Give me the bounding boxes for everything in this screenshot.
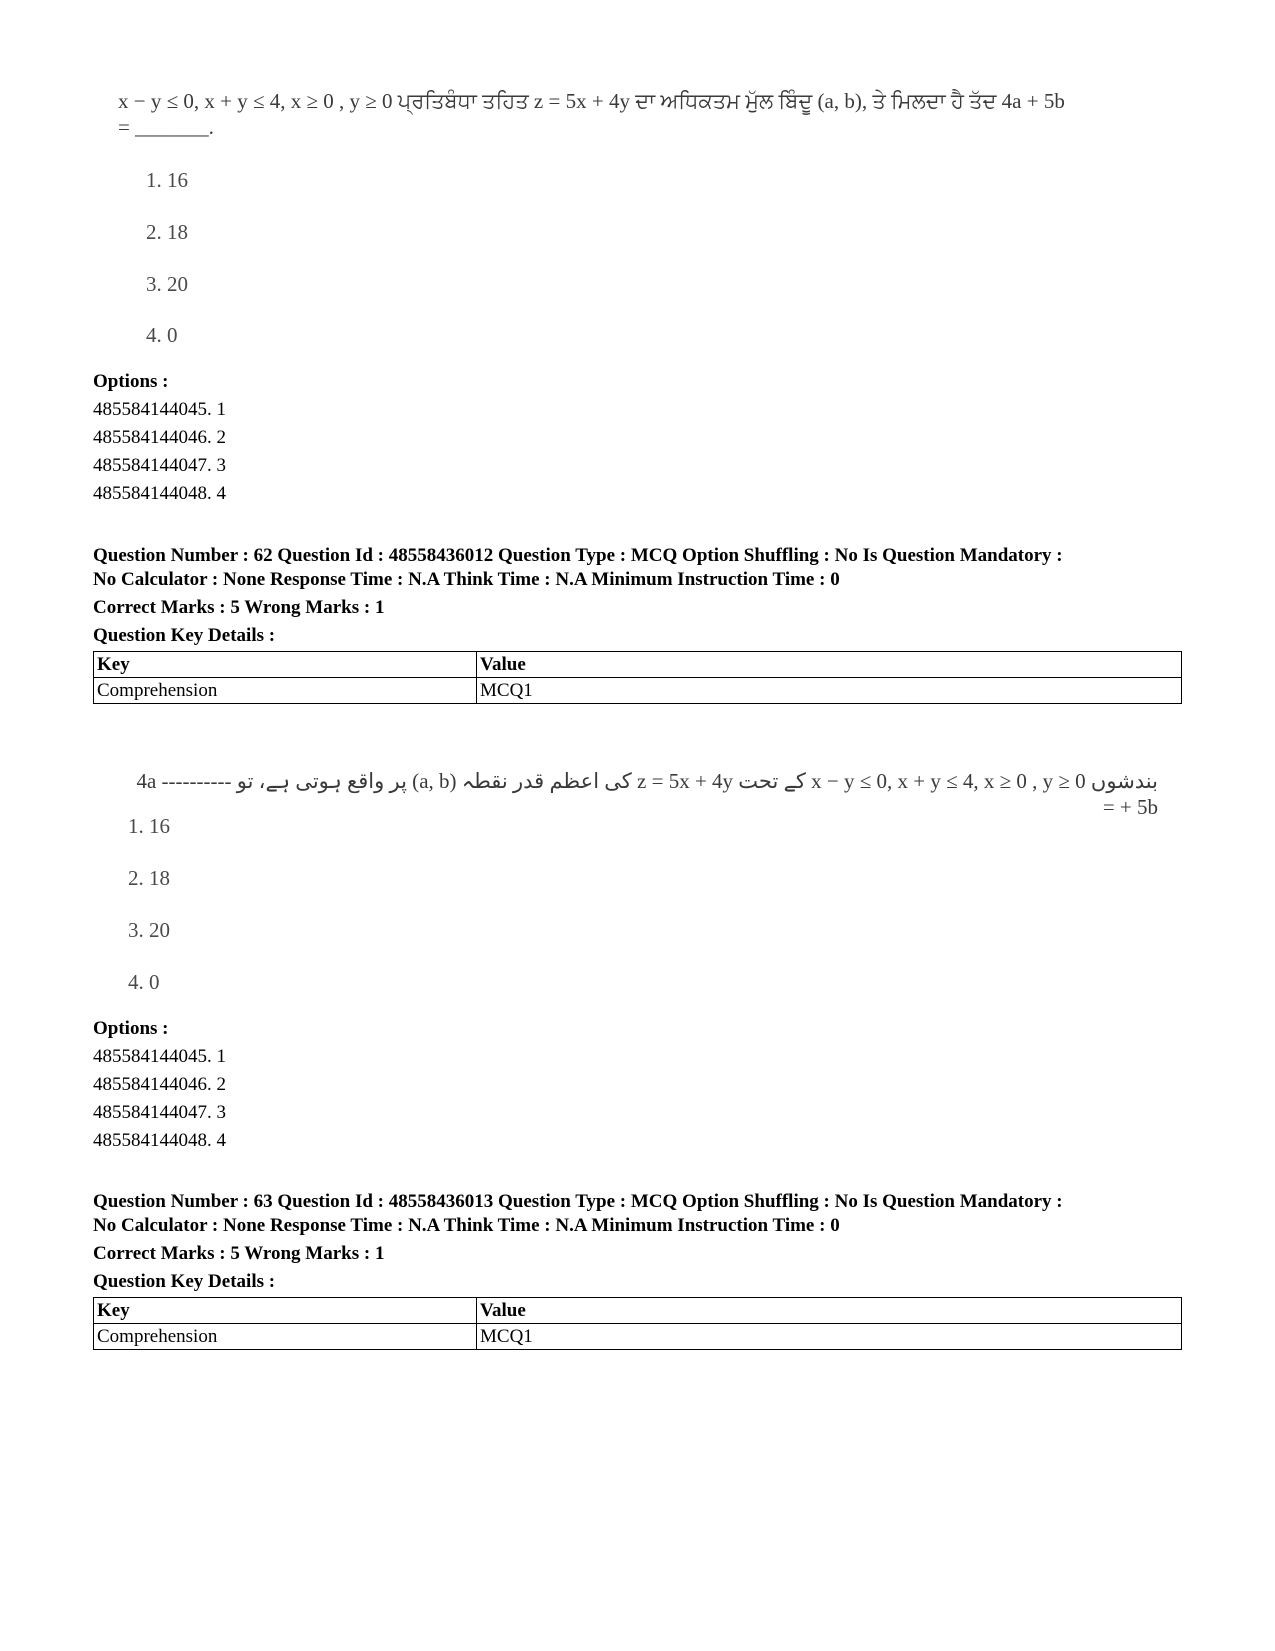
question-61-choice-3: 3. 20 [146,272,188,296]
question-63-header [93,1190,1193,1294]
question-61-stem-line1: x − y ≤ 0, x + y ≤ 4, x ≥ 0 , y ≥ 0 ਪ੍ਰਤਿਬੰਧਾ ਤਹਿਤ z = 5x + 4y ਦਾ ਅਧਿਕਤਮ ਮੁੱਲ ਬਿੰਦੂ (a, b), ਤੇ ਮਿਲਦਾ ਹੈ ਤੱਦ 4a + 5b [118,89,1065,113]
question-62-choice-4: 4. 0 [128,970,160,994]
table-header-key: Key [94,652,477,678]
option-id-line: 485584144045. 1 [93,399,226,420]
question-63-meta-line1: Question Number : 63 Question Id : 48558436013 Question Type : MCQ Option Shuffling : No Is Question Mandatory : [93,1191,1063,1212]
question-63-marks: Correct Marks : 5 Wrong Marks : 1 [93,1243,385,1264]
table-header-row [94,1298,1182,1324]
options-label: Options : [93,1018,169,1039]
question-62-stem [118,768,1158,820]
question-62-meta-line2: No Calculator : None Response Time : N.A Think Time : N.A Minimum Instruction Time : 0 [93,569,840,590]
question-62-choice-3: 3. 20 [128,918,170,942]
option-id-line: 485584144048. 4 [93,483,226,504]
table-header-value: Value [477,652,1182,678]
question-63-key-details-label: Question Key Details : [93,1271,276,1292]
question-62-header [93,544,1193,648]
question-62-marks: Correct Marks : 5 Wrong Marks : 1 [93,597,385,618]
option-id-line: 485584144047. 3 [93,455,226,476]
option-id-line: 485584144046. 2 [93,1074,226,1095]
option-id-line: 485584144046. 2 [93,427,226,448]
question-62-choice-1: 1. 16 [128,814,170,838]
question-62-options [93,1015,1193,1155]
question-62-key-table [93,651,1182,704]
question-62-key-details-label: Question Key Details : [93,625,276,646]
question-62-meta-line1: Question Number : 62 Question Id : 48558436012 Question Type : MCQ Option Shuffling : No Is Question Mandatory : [93,545,1063,566]
question-63-meta-line2: No Calculator : None Response Time : N.A Think Time : N.A Minimum Instruction Time : 0 [93,1215,840,1236]
table-cell-value: MCQ1 [477,1324,1182,1350]
question-61-choice-1: 1. 16 [146,168,188,192]
option-id-line: 485584144045. 1 [93,1046,226,1067]
question-61-choice-2: 2. 18 [146,220,188,244]
question-62-stem-line1: بندشوں x − y ≤ 0, x + y ≤ 4, x ≥ 0 , y ≥ 0 کے تحت z = 5x + 4y کی اعظم قدر نقطہ (a, b) پر واقع ہوتی ہے، تو ---------- 4a [136,769,1158,793]
table-header-value: Value [477,1298,1182,1324]
option-id-line: 485584144048. 4 [93,1130,226,1151]
table-header-row [94,652,1182,678]
question-61-stem [118,88,1178,140]
question-61-choice-4: 4. 0 [146,323,178,347]
options-label: Options : [93,371,169,392]
table-row [94,678,1182,704]
table-cell-key: Comprehension [94,1324,477,1350]
question-61-options [93,368,1193,508]
table-cell-value: MCQ1 [477,678,1182,704]
question-61-stem-line2: = _______. [118,115,214,139]
table-cell-key: Comprehension [94,678,477,704]
question-63-key-table [93,1297,1182,1350]
table-header-key: Key [94,1298,477,1324]
question-62-choice-2: 2. 18 [128,866,170,890]
table-row [94,1324,1182,1350]
option-id-line: 485584144047. 3 [93,1102,226,1123]
question-62-stem-line2: = + 5b [1102,795,1158,819]
